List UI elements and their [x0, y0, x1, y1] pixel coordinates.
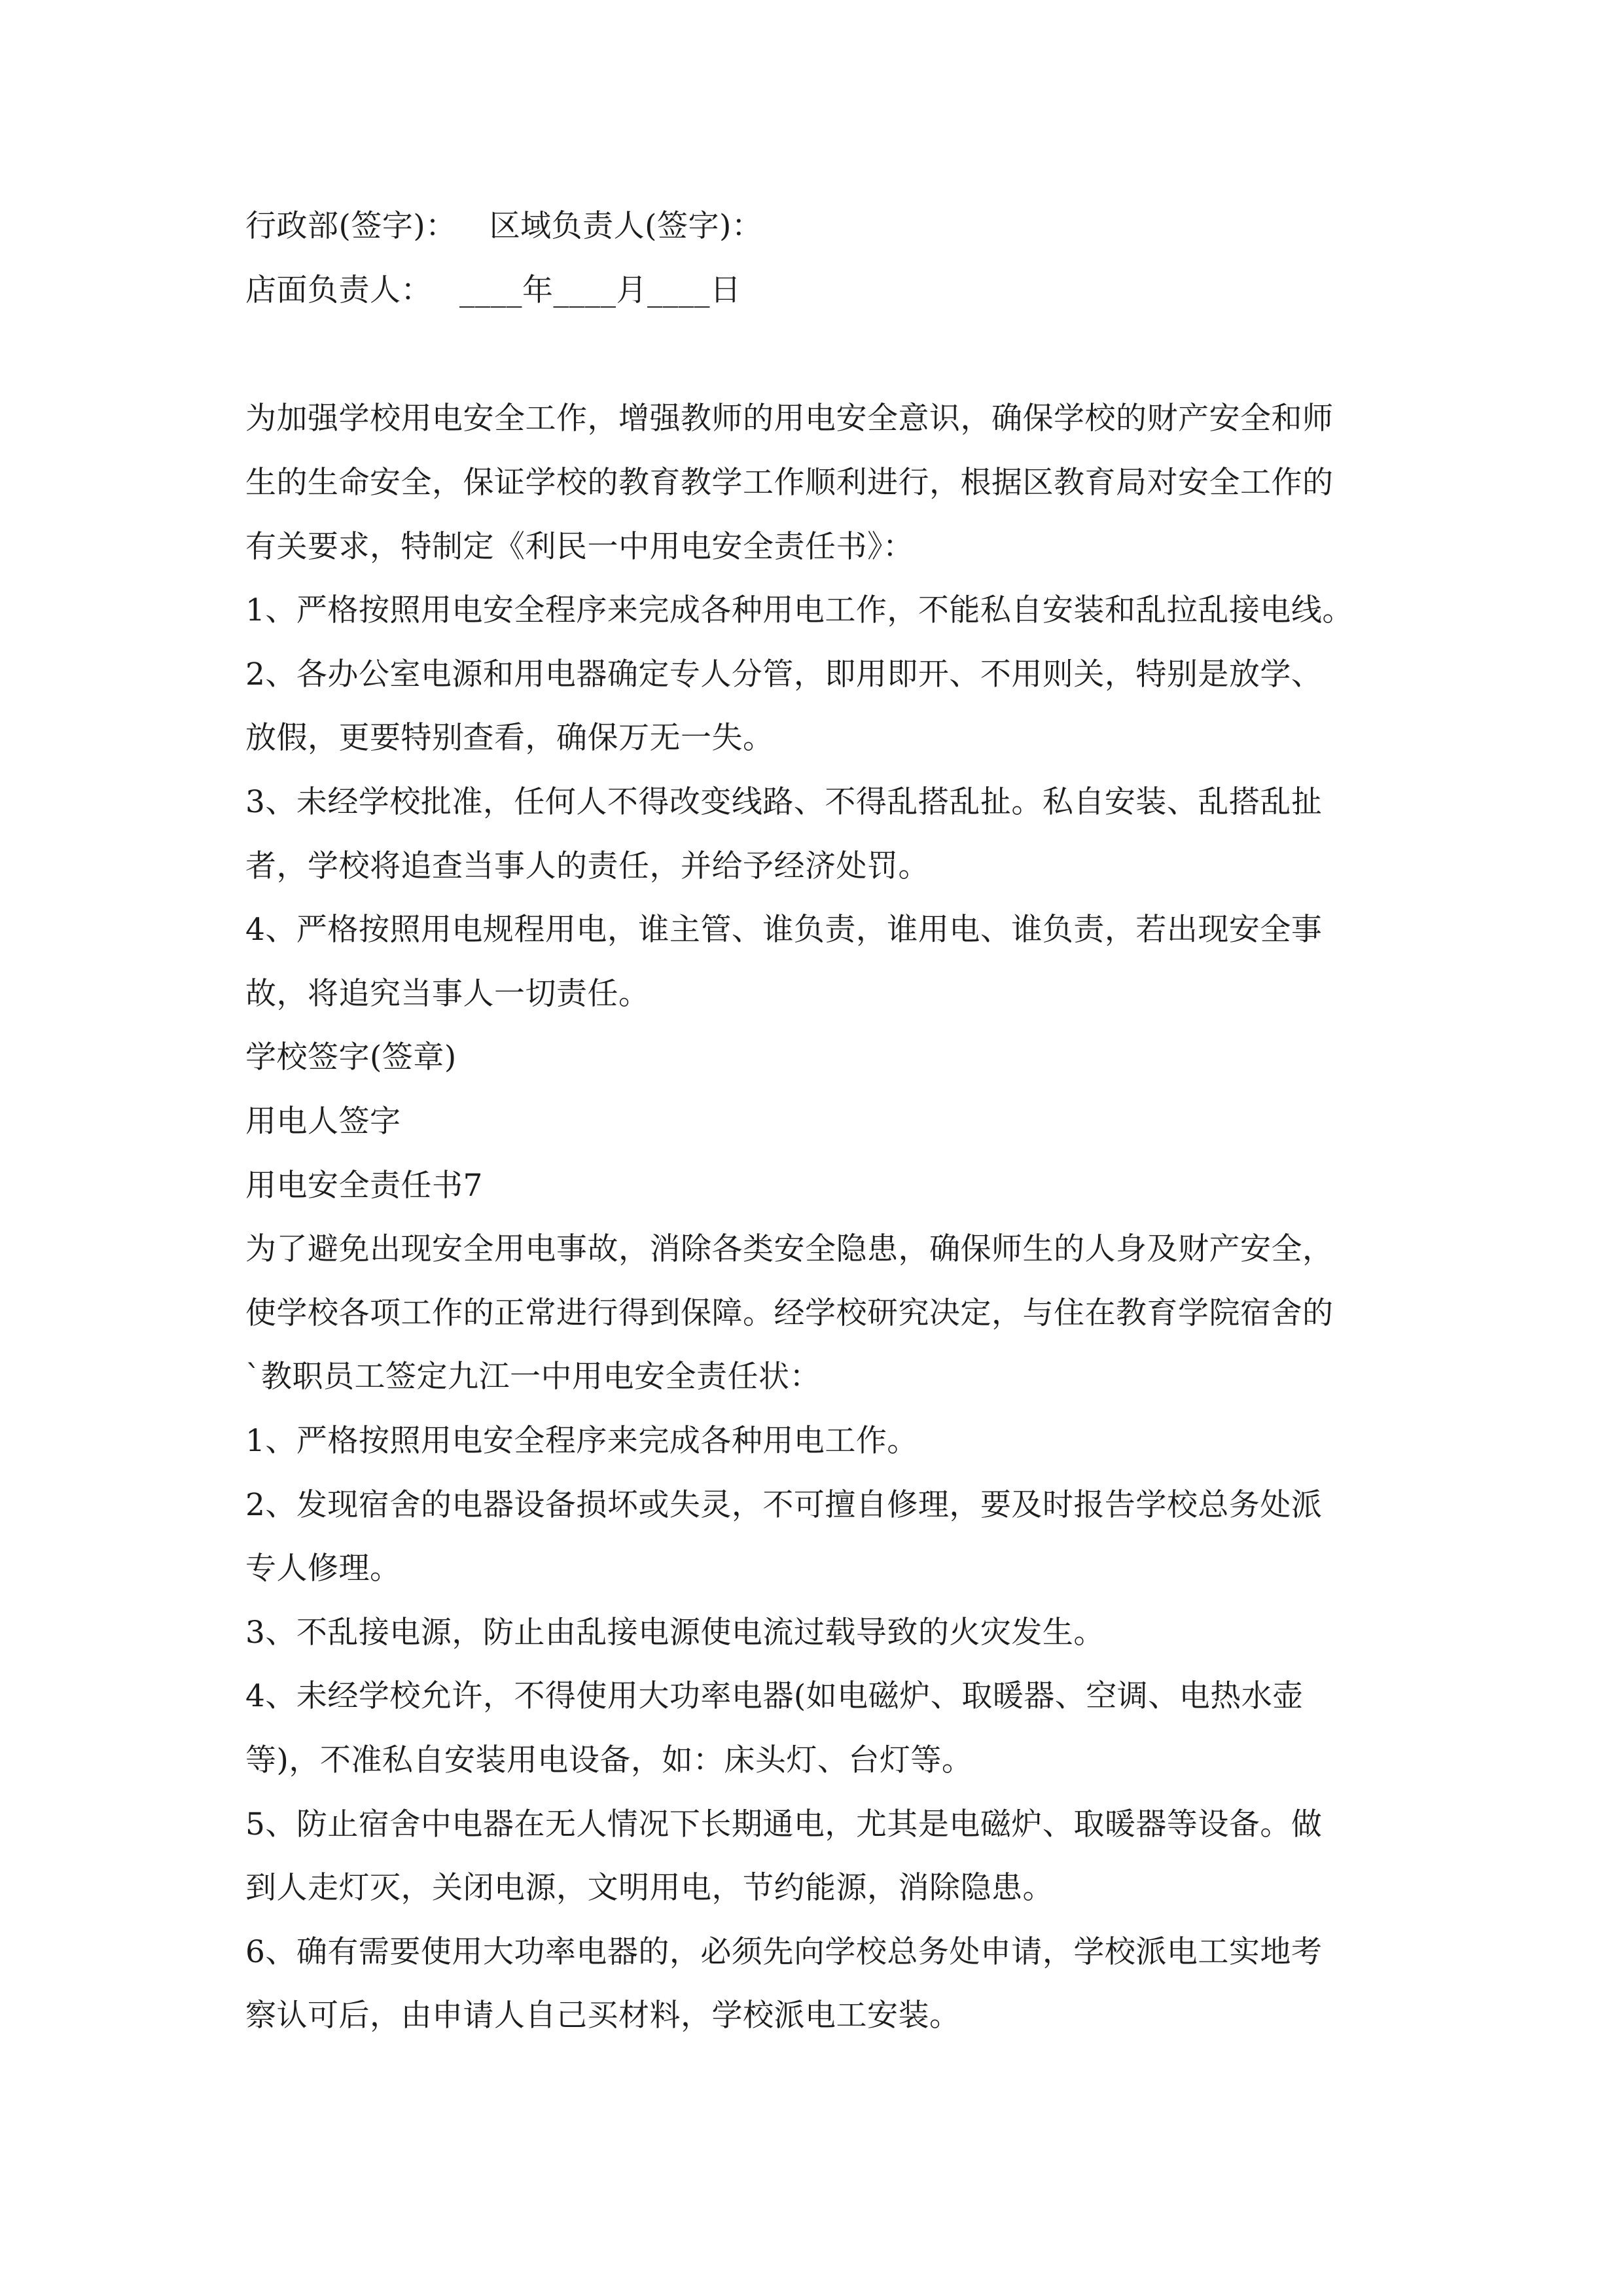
- intro-line: `教职员工签定九江一中用电安全责任状：: [245, 1359, 821, 1395]
- list-item: 4、未经学校允许，不得使用大功率电器(如电磁炉、取暖器、空调、电热水壶: [245, 1678, 1304, 1714]
- list-item: 3、未经学校批准，任何人不得改变线路、不得乱搭乱扯。私自安装、乱搭乱扯: [245, 784, 1323, 820]
- list-item-continuation: 专人修理。: [245, 1551, 401, 1587]
- signature-row-admin: [245, 208, 762, 245]
- list-item: 1、严格按照用电安全程序来完成各种用电工作，不能私自安装和乱拉乱接电线。: [245, 592, 1353, 628]
- list-item: 2、发现宿舍的电器设备损坏或失灵，不可擅自修理，要及时报告学校总务处派: [245, 1487, 1323, 1523]
- intro-line: 为了避免出现安全用电事故，消除各类安全隐患，确保师生的人身及财产安全，: [245, 1231, 1334, 1267]
- school-signature: 学校签字(签章): [245, 1039, 457, 1075]
- intro-line: 生的生命安全，保证学校的教育教学工作顺利进行，根据区教育局对安全工作的: [245, 465, 1334, 501]
- list-item-continuation: 察认可后，由申请人自己买材料，学校派电工安装。: [245, 1998, 961, 2034]
- intro-line: 使学校各项工作的正常进行得到保障。经学校研究决定，与住在教育学院宿舍的: [245, 1295, 1334, 1331]
- list-item-continuation: 故，将追究当事人一切责任。: [245, 976, 650, 1012]
- user-signature: 用电人签字: [245, 1103, 401, 1139]
- list-item: 4、严格按照用电规程用电，谁主管、谁负责，谁用电、谁负责，若出现安全事: [245, 912, 1323, 948]
- list-item: 6、确有需要使用大功率电器的，必须先向学校总务处申请，学校派电工实地考: [245, 1934, 1323, 1970]
- list-item-continuation: 到人走灯灭，关闭电源，文明用电，节约能源，消除隐患。: [245, 1870, 1054, 1906]
- list-item-continuation: 等)，不准私自安装用电设备，如：床头灯、台灯等。: [245, 1742, 973, 1778]
- list-item: 1、严格按照用电安全程序来完成各种用电工作。: [245, 1423, 918, 1459]
- intro-line: 有关要求，特制定《利民一中用电安全责任书》：: [245, 529, 914, 565]
- list-item: 5、防止宿舍中电器在无人情况下长期通电，尤其是电磁炉、取暖器等设备。做: [245, 1806, 1323, 1842]
- section-heading: 用电安全责任书7: [245, 1168, 483, 1204]
- intro-line: 为加强学校用电安全工作，增强教师的用电安全意识，确保学校的财产安全和师: [245, 401, 1334, 437]
- list-item-continuation: 者，学校将追查当事人的责任，并给予经济处罚。: [245, 848, 929, 884]
- list-item: 3、不乱接电源，防止由乱接电源使电流过载导致的火灾发生。: [245, 1615, 1105, 1651]
- date-line: ____年____月____日: [459, 272, 741, 308]
- list-item-continuation: 放假，更要特别查看，确保万无一失。: [245, 720, 774, 756]
- signature-row-store: [245, 272, 741, 309]
- admin-dept-signature: 行政部(签字)：: [245, 208, 457, 244]
- regional-manager-signature: 区域负责人(签字)：: [489, 208, 763, 244]
- list-item: 2、各办公室电源和用电器确定专人分管，即用即开、不用则关，特别是放学、: [245, 656, 1323, 692]
- store-manager-signature: 店面负责人：: [245, 272, 432, 308]
